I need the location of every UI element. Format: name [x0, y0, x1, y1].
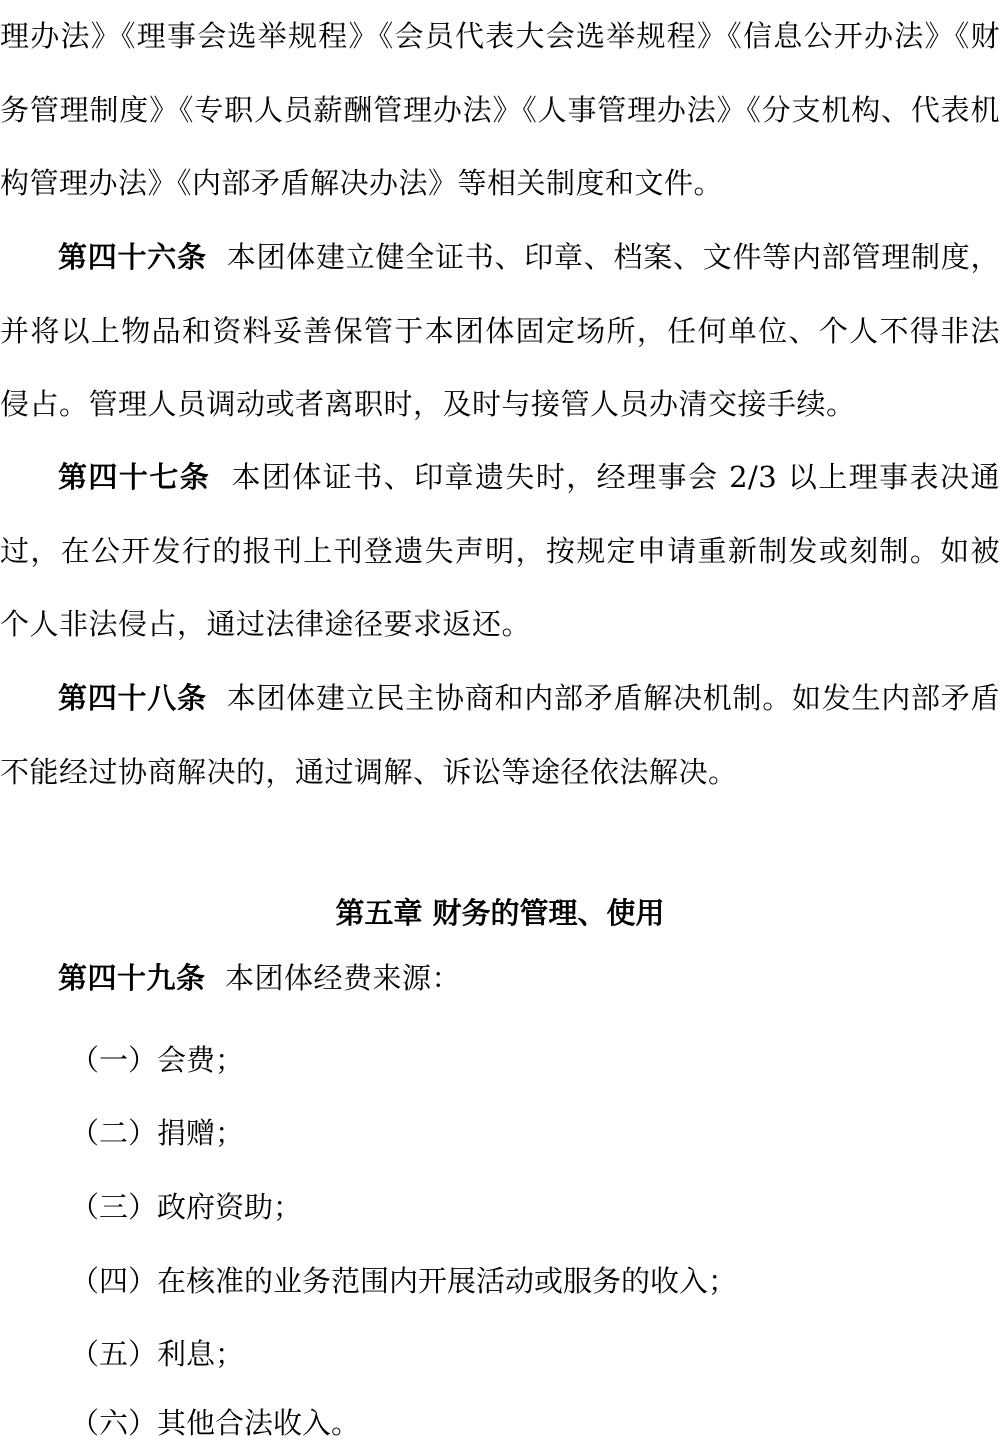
list-item: （二）捐赠； — [70, 1116, 245, 1150]
list-item: （六）其他合法收入。 — [70, 1406, 361, 1440]
list-item: （一）会费； — [70, 1043, 245, 1077]
article-47 — [0, 441, 1000, 662]
article-text: 本团体建立民主协商和内部矛盾解决机制。如发生内部矛盾不能经过协商解决的，通过调解、诉讼等途径依法解决。 — [0, 681, 1000, 789]
article-46 — [0, 221, 1000, 442]
article-49 — [0, 948, 1000, 1008]
list-item: （三）政府资助； — [70, 1190, 303, 1224]
list-item: （四）在核准的业务范围内开展活动或服务的收入； — [70, 1264, 738, 1298]
article-text: 本团体经费来源： — [224, 961, 461, 995]
article-text: 本团体建立健全证书、印章、档案、文件等内部管理制度，并将以上物品和资料妥善保管于本团体固定场所，任何单位、个人不得非法侵占。管理人员调动或者离职时，及时与接管人员办清交接手续。 — [0, 240, 1000, 421]
article-number: 第四十八条 — [58, 681, 207, 715]
article-number: 第四十六条 — [58, 240, 207, 274]
paragraph-text: 理办法》《理事会选举规程》《会员代表大会选举规程》《信息公开办法》《财务管理制度》《专职人员薪酬管理办法》《人事管理办法》《分支机构、代表机构管理办法》《内部矛盾解决办法》等相关制度和文件。 — [0, 19, 1000, 200]
article-48 — [0, 662, 1000, 809]
article-number: 第四十七条 — [58, 460, 211, 494]
list-item: （五）利息； — [70, 1337, 245, 1371]
chapter-title: 第五章 财务的管理、使用 — [335, 896, 665, 930]
article-number: 第四十九条 — [58, 961, 206, 995]
article-text: 本团体证书、印章遗失时，经理事会 2/3 以上理事表决通过，在公开发行的报刊上刊登遗失声明，按规定申请重新制发或刻制。如被个人非法侵占，通过法律途径要求返还。 — [0, 460, 1000, 641]
paragraph-regulations-list — [0, 0, 1000, 221]
